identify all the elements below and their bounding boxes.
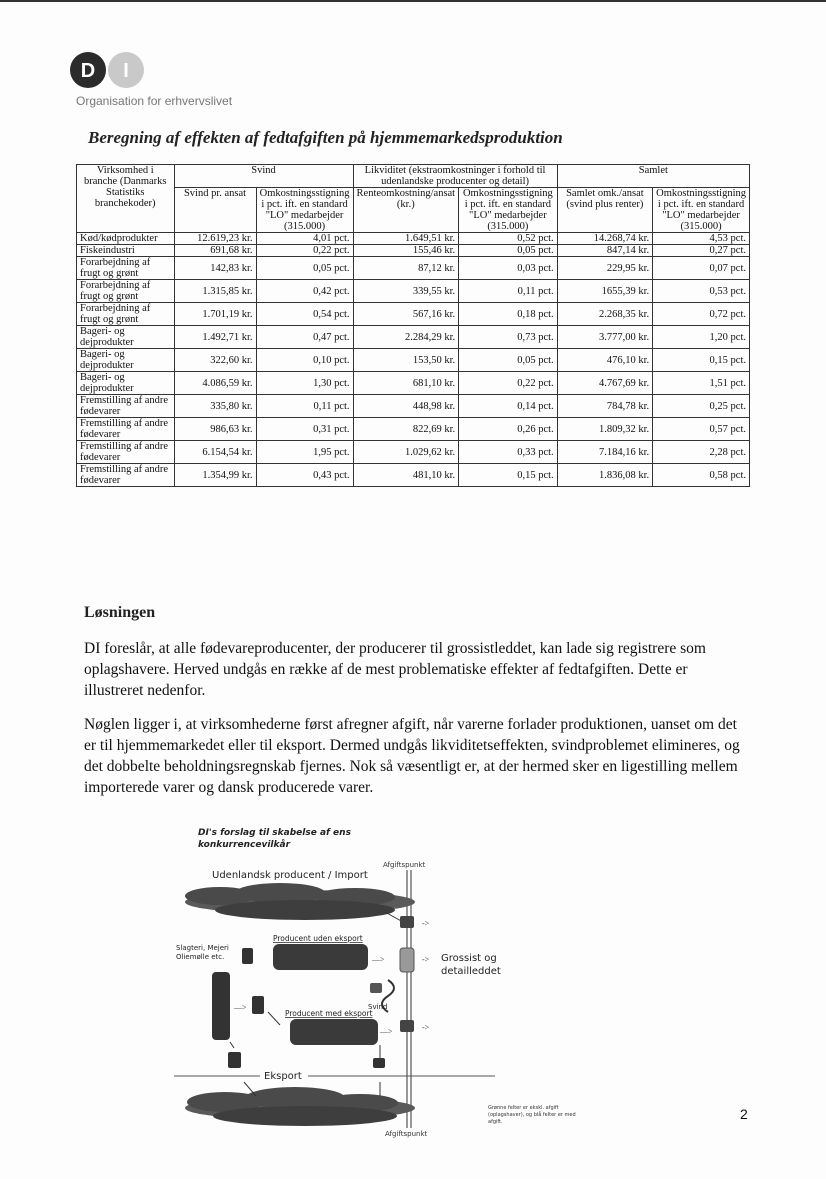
cell-svind: 1.492,71 kr.	[174, 326, 256, 349]
cell-svind: 142,83 kr.	[174, 257, 256, 280]
slagteri-label-1: Slagteri, Mejeri	[176, 944, 229, 952]
cell-svind-pct: 4,01 pct.	[256, 233, 353, 245]
page-number: 2	[740, 1106, 748, 1122]
subheader-samlet: Samlet omk./ansat (svind plus renter)	[557, 188, 653, 233]
row-name: Forarbejdning af frugt og grønt	[77, 257, 175, 280]
table-row	[77, 418, 750, 441]
cell-samlet: 847,14 kr.	[557, 245, 653, 257]
di-logo	[68, 50, 148, 90]
grossist-label-1: Grossist og	[441, 953, 497, 964]
cell-samlet: 3.777,00 kr.	[557, 326, 653, 349]
table-row	[77, 280, 750, 303]
arrow-glyph-2: —>	[372, 955, 385, 964]
arrow-glyph-3: ->	[422, 955, 430, 964]
cell-samlet: 1.809,32 kr.	[557, 418, 653, 441]
cell-svind: 6.154,54 kr.	[174, 441, 256, 464]
cell-samlet-pct: 0,53 pct.	[653, 280, 750, 303]
cell-samlet: 2.268,35 kr.	[557, 303, 653, 326]
cell-rente: 681,10 kr.	[353, 372, 459, 395]
udenlandsk-label: Udenlandsk producent / Import	[212, 870, 368, 881]
table-row	[77, 464, 750, 487]
table-subheader-row	[77, 188, 750, 233]
top-rule	[0, 0, 826, 2]
cell-svind: 335,80 kr.	[174, 395, 256, 418]
cell-samlet: 14.268,74 kr.	[557, 233, 653, 245]
cell-svind-pct: 0,54 pct.	[256, 303, 353, 326]
paragraph-1: DI foreslår, at alle fødevareproducenter, der producerer til grossistleddet, kan lade sig registrere som oplagshavere. Herved undgås en række af de mest problematiske effekter af fedtafgiften. Dette er illustreret nedenfor.	[84, 640, 706, 699]
diagram-title-line1: DI's forslag til skabelse af ens	[198, 828, 351, 838]
cell-rente: 339,55 kr.	[353, 280, 459, 303]
cell-samlet-pct: 2,28 pct.	[653, 441, 750, 464]
silo-cylinder	[212, 972, 230, 1040]
svind-label: Svind	[368, 1003, 388, 1011]
cell-svind: 4.086,59 kr.	[174, 372, 256, 395]
cell-svind-pct: 1,30 pct.	[256, 372, 353, 395]
cell-samlet-pct: 0,57 pct.	[653, 418, 750, 441]
cell-rente: 155,46 kr.	[353, 245, 459, 257]
cell-svind: 12.619,23 kr.	[174, 233, 256, 245]
export-arrow-left	[230, 1042, 234, 1048]
header-branche: Virksomhed i branche (Danmarks Statistiks branchekoder)	[77, 165, 175, 233]
slagteri-label-2: Oliemølle etc.	[176, 953, 225, 961]
cell-rente: 1.649,51 kr.	[353, 233, 459, 245]
table-header-row	[77, 165, 750, 188]
row-name: Fremstilling af andre fødevarer	[77, 418, 175, 441]
cell-samlet: 1655,39 kr.	[557, 280, 653, 303]
cell-svind-pct: 0,22 pct.	[256, 245, 353, 257]
cell-rente-pct: 0,52 pct.	[459, 233, 558, 245]
cell-svind: 1.354,99 kr.	[174, 464, 256, 487]
cell-rente: 2.284,29 kr.	[353, 326, 459, 349]
arrow-glyph-6: ->	[422, 1023, 430, 1032]
subheader-samlet-pct: Omkostningsstigning i pct. ift. en standard "LO" medarbejder (315.000)	[653, 188, 750, 233]
paragraph-2: Nøglen ligger i, at virksomhederne først afregner afgift, når varerne forlader produktionen, uanset om det er til hjemmemarkedet eller til eksport. Dermed undgås likviditetseffekten, svindproblemet elimineres, og det dobbelte beholdningsregnskab fjernes. Nok så væsentligt er, at der hermed sker en ligestilling mellem importerede varer og dansk producerede varer.	[84, 716, 740, 796]
cell-svind-pct: 0,47 pct.	[256, 326, 353, 349]
cell-rente: 567,16 kr.	[353, 303, 459, 326]
table-row	[77, 395, 750, 418]
cell-samlet-pct: 0,27 pct.	[653, 245, 750, 257]
row-name: Bageri- og dejprodukter	[77, 349, 175, 372]
diagram-title-line2: konkurrencevilkår	[198, 840, 291, 850]
cell-rente-pct: 0,33 pct.	[459, 441, 558, 464]
effect-table	[76, 164, 750, 487]
cell-rente: 448,98 kr.	[353, 395, 459, 418]
export-canister-left	[228, 1052, 241, 1068]
arrow-glyph-1: ->	[422, 919, 430, 928]
cell-svind-pct: 1,95 pct.	[256, 441, 353, 464]
cell-rente-pct: 0,22 pct.	[459, 372, 558, 395]
import-cloud	[185, 883, 415, 920]
cell-svind: 322,60 kr.	[174, 349, 256, 372]
cell-samlet-pct: 0,07 pct.	[653, 257, 750, 280]
grossist-canister	[400, 948, 414, 972]
cell-samlet-pct: 0,15 pct.	[653, 349, 750, 372]
row-name: Kød/kødprodukter	[77, 233, 175, 245]
cell-svind-pct: 0,31 pct.	[256, 418, 353, 441]
cell-svind-pct: 0,10 pct.	[256, 349, 353, 372]
page-title: Beregning af effekten af fedtafgiften på hjemmemarkedsproduktion	[88, 128, 563, 147]
afgiftspunkt-bottom-label: Afgiftspunkt	[385, 1130, 428, 1138]
cell-samlet: 229,95 kr.	[557, 257, 653, 280]
producent-uden-box	[273, 944, 368, 970]
cell-rente-pct: 0,14 pct.	[459, 395, 558, 418]
row-name: Forarbejdning af frugt og grønt	[77, 280, 175, 303]
row-name: Fiskeindustri	[77, 245, 175, 257]
cell-samlet-pct: 4,53 pct.	[653, 233, 750, 245]
subheader-svind-pr-ansat: Svind pr. ansat	[174, 188, 256, 233]
cell-rente-pct: 0,26 pct.	[459, 418, 558, 441]
cell-rente: 87,12 kr.	[353, 257, 459, 280]
producent-uden-label: Producent uden eksport	[273, 934, 363, 943]
cell-samlet-pct: 1,20 pct.	[653, 326, 750, 349]
row-name: Bageri- og dejprodukter	[77, 326, 175, 349]
cell-svind-pct: 0,05 pct.	[256, 257, 353, 280]
cell-rente-pct: 0,15 pct.	[459, 464, 558, 487]
row-name: Forarbejdning af frugt og grønt	[77, 303, 175, 326]
cell-svind-pct: 0,43 pct.	[256, 464, 353, 487]
cell-samlet: 7.184,16 kr.	[557, 441, 653, 464]
logo-letter-d: D	[80, 60, 96, 82]
cell-rente-pct: 0,03 pct.	[459, 257, 558, 280]
svind-canister	[370, 983, 382, 993]
producent-med-label: Producent med eksport	[285, 1009, 373, 1018]
table-row	[77, 326, 750, 349]
arrow-to-med	[268, 1012, 280, 1025]
cell-rente: 1.029,62 kr.	[353, 441, 459, 464]
cell-svind: 1.315,85 kr.	[174, 280, 256, 303]
cell-rente-pct: 0,05 pct.	[459, 349, 558, 372]
section-heading: Løsningen	[84, 604, 156, 621]
cell-samlet: 1.836,08 kr.	[557, 464, 653, 487]
afgiftspunkt-top-label: Afgiftspunkt	[383, 861, 426, 869]
table-row	[77, 257, 750, 280]
cell-samlet-pct: 0,72 pct.	[653, 303, 750, 326]
afgift-canister-1	[400, 916, 414, 928]
proposal-diagram	[160, 820, 630, 1142]
subheader-rente: Renteomkostning/ansat (kr.)	[353, 188, 459, 233]
header-likviditet: Likviditet (ekstraomkostninger i forhold til udenlandske producenter og detail)	[353, 165, 557, 188]
slagteri-canister	[242, 948, 253, 964]
cell-svind-pct: 0,42 pct.	[256, 280, 353, 303]
cell-rente: 481,10 kr.	[353, 464, 459, 487]
afgift-canister-2	[400, 1020, 414, 1032]
cell-rente: 153,50 kr.	[353, 349, 459, 372]
grossist-label-2: detailleddet	[441, 966, 501, 977]
cell-rente-pct: 0,73 pct.	[459, 326, 558, 349]
table-row	[77, 303, 750, 326]
header-svind: Svind	[174, 165, 353, 188]
table-row	[77, 372, 750, 395]
cell-samlet: 476,10 kr.	[557, 349, 653, 372]
cell-svind: 691,68 kr.	[174, 245, 256, 257]
cell-samlet-pct: 0,58 pct.	[653, 464, 750, 487]
arrow-glyph-4: —>	[234, 1003, 247, 1012]
mid-canister	[252, 996, 264, 1014]
subheader-rente-pct: Omkostningsstigning i pct. ift. en standard "LO" medarbejder (315.000)	[459, 188, 558, 233]
legend-note-3: afgift.	[488, 1119, 503, 1125]
arrow-glyph-5: —>	[380, 1027, 393, 1036]
table-row	[77, 441, 750, 464]
legend-note-1: Grønne felter er ekskl. afgift	[488, 1105, 559, 1111]
cell-rente-pct: 0,11 pct.	[459, 280, 558, 303]
cell-rente: 822,69 kr.	[353, 418, 459, 441]
cell-rente-pct: 0,05 pct.	[459, 245, 558, 257]
row-name: Bageri- og dejprodukter	[77, 372, 175, 395]
row-name: Fremstilling af andre fødevarer	[77, 441, 175, 464]
cell-rente-pct: 0,18 pct.	[459, 303, 558, 326]
legend-note-2: (oplagshaver), og blå felter er med	[488, 1112, 576, 1118]
table-row	[77, 245, 750, 257]
subheader-svind-pct: Omkostningsstigning i pct. ift. en standard "LO" medarbejder (315.000)	[256, 188, 353, 233]
cell-svind: 986,63 kr.	[174, 418, 256, 441]
cell-svind: 1.701,19 kr.	[174, 303, 256, 326]
logo-letter-i: I	[123, 60, 129, 82]
cell-samlet: 4.767,69 kr.	[557, 372, 653, 395]
row-name: Fremstilling af andre fødevarer	[77, 395, 175, 418]
cell-samlet-pct: 1,51 pct.	[653, 372, 750, 395]
header-samlet: Samlet	[557, 165, 749, 188]
cell-svind-pct: 0,11 pct.	[256, 395, 353, 418]
cell-samlet-pct: 0,25 pct.	[653, 395, 750, 418]
organisation-name: Organisation for erhvervslivet	[76, 94, 233, 108]
cell-samlet: 784,78 kr.	[557, 395, 653, 418]
export-canister-right	[373, 1058, 385, 1068]
row-name: Fremstilling af andre fødevarer	[77, 464, 175, 487]
producent-med-box	[290, 1019, 378, 1045]
eksport-label: Eksport	[264, 1071, 302, 1082]
table-row	[77, 349, 750, 372]
table-row	[77, 233, 750, 245]
